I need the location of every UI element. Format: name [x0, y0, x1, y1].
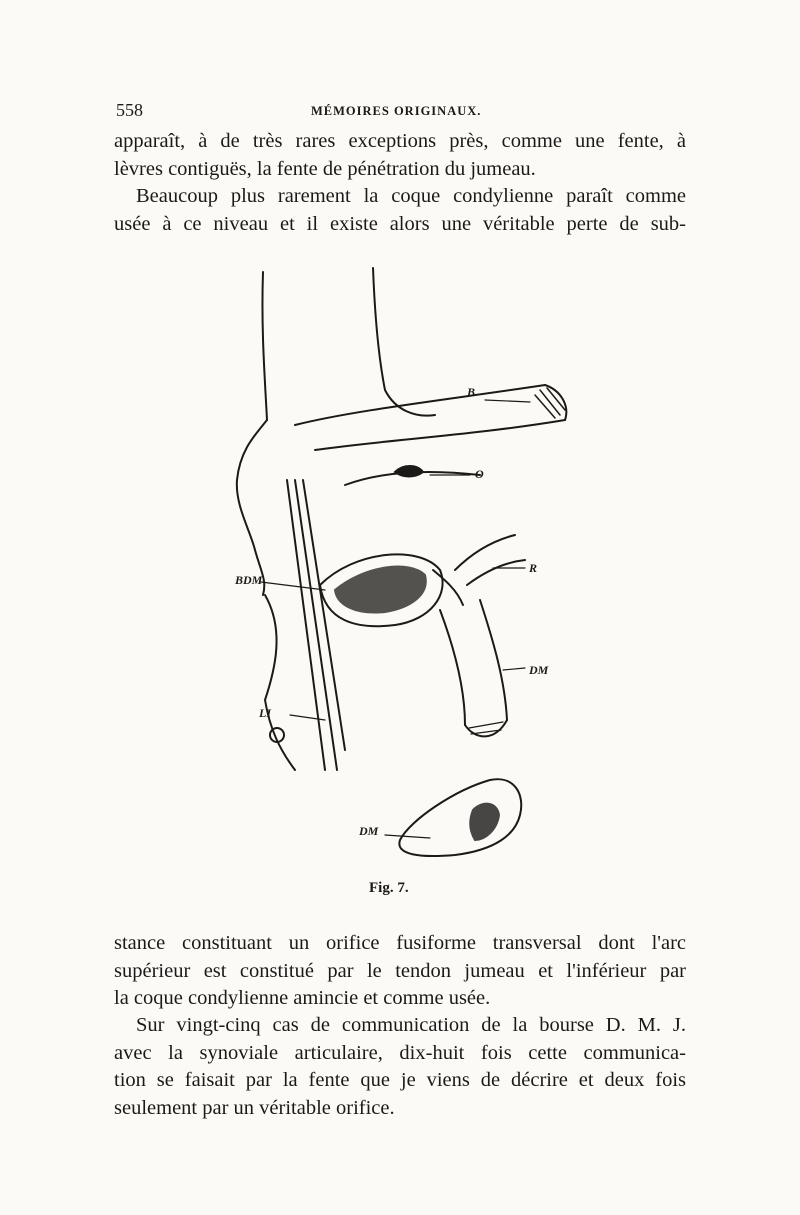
label-dm: DM: [529, 663, 549, 677]
journal-title: MÉMOIRES ORIGINAUX.: [311, 104, 482, 118]
running-head: [116, 100, 686, 126]
text-line: tion se faisait par la fente que je viens de décrire et deux fois: [114, 1069, 686, 1091]
text-line: Beaucoup plus rarement la coque condylienne paraît comme: [136, 185, 686, 207]
ligament-line: [303, 480, 345, 750]
detached-section: [399, 779, 521, 856]
text-line: Sur vingt-cinq cas de communication de la bourse D. M. J.: [136, 1014, 686, 1036]
femur-right-edge: [373, 268, 435, 416]
label-li: LI: [259, 706, 271, 720]
knee-bursa-illustration: [225, 250, 605, 890]
paragraph-1: [114, 128, 686, 183]
text-line: stance constituant un orifice fusiforme transversal dont l'arc: [114, 932, 686, 954]
paragraph-3: [114, 930, 686, 1013]
text-line: lèvres contiguës, la fente de pénétration du jumeau.: [114, 157, 536, 180]
text-line: la coque condylienne amincie et comme usée.: [114, 987, 491, 1009]
page-number: 558: [116, 100, 143, 120]
text-line: avec la synoviale articulaire, dix-huit fois cette communica-: [114, 1041, 686, 1064]
ligament-line: [295, 480, 337, 770]
label-bdm: BDM: [235, 573, 263, 587]
text-line: apparaît, à de très rares exceptions près, comme une fente, à: [114, 130, 686, 152]
text-line: supérieur est constitué par le tendon jumeau et l'inférieur par: [114, 959, 686, 982]
text-line: usée à ce niveau et il existe alors une véritable perte de sub-: [114, 212, 686, 235]
paragraph-2: [114, 183, 686, 238]
label-r: R: [529, 561, 538, 575]
tendon-b-upper: [295, 385, 545, 425]
label-o: O: [475, 467, 484, 481]
paragraph-4: [114, 1012, 686, 1122]
ligament-line: [287, 480, 325, 770]
tendon-b-lower: [315, 420, 565, 450]
figure-caption: Fig. 7.: [369, 880, 409, 896]
tendon-dm: [440, 610, 465, 725]
femur-outline: [237, 272, 267, 595]
text-line: seulement par un véritable orifice.: [114, 1096, 395, 1119]
condyle-outline: [265, 595, 295, 770]
label-b: B: [467, 385, 476, 399]
anatomical-figure: [225, 250, 605, 890]
label-dm-section: DM: [359, 824, 379, 838]
